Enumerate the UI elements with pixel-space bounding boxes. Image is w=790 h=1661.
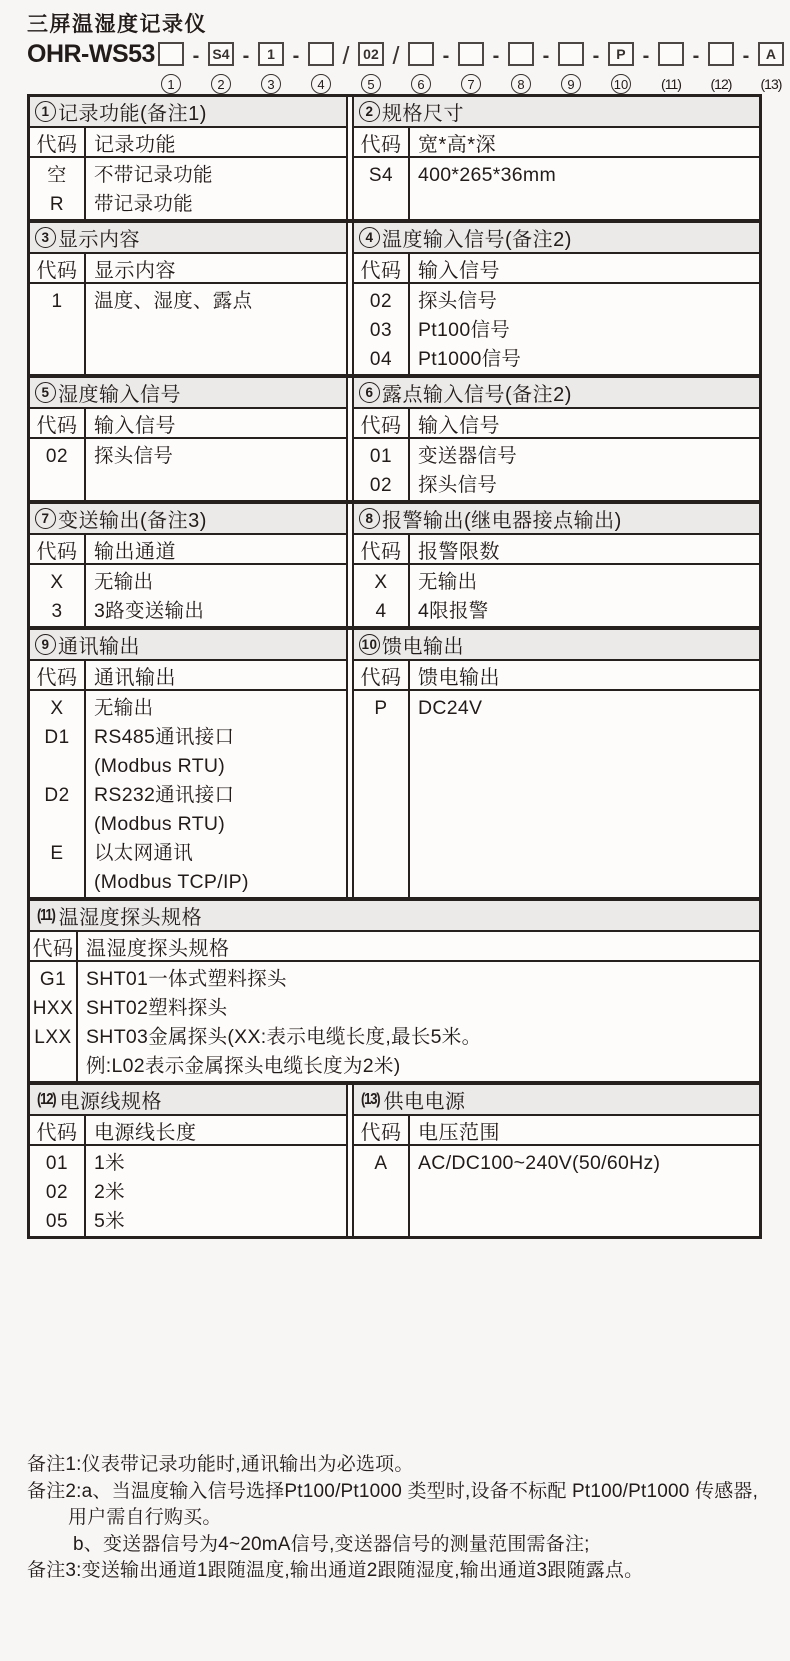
desc-cell: RS485通讯接口 xyxy=(94,726,235,748)
desc-column xyxy=(410,1146,759,1236)
separator: - xyxy=(442,44,450,67)
model-code-box: S4 xyxy=(208,42,234,66)
model-code-box xyxy=(658,42,684,66)
section-title xyxy=(30,97,346,128)
section-title xyxy=(30,901,759,932)
desc-cell: 变送器信号 xyxy=(418,445,518,467)
section-number: 1 xyxy=(35,101,56,122)
desc-cell: 带记录功能 xyxy=(94,193,194,215)
code-column-header: 代码 xyxy=(30,128,86,156)
desc-column xyxy=(78,962,759,1081)
code-column-header: 代码 xyxy=(354,128,410,156)
section-title-text: 温度输入信号(备注2) xyxy=(382,229,572,251)
separator: - xyxy=(292,44,300,67)
code-cell: 02 xyxy=(369,475,393,496)
model-code-slots xyxy=(158,39,784,100)
code-cell: 02 xyxy=(369,291,393,312)
desc-column xyxy=(410,691,759,897)
spec-section xyxy=(30,223,348,374)
model-code-box xyxy=(158,42,184,66)
section-body xyxy=(354,284,759,374)
code-column xyxy=(354,565,410,626)
model-code-slot xyxy=(158,42,184,100)
section-title xyxy=(30,378,346,409)
section-number: (11) xyxy=(36,906,55,924)
code-cell: G1 xyxy=(39,969,67,990)
desc-cell: 4限报警 xyxy=(418,600,489,622)
spec-section xyxy=(30,504,348,626)
model-code-box xyxy=(558,42,584,66)
desc-column xyxy=(410,284,759,374)
section-title-text: 记录功能(备注1) xyxy=(58,103,207,125)
model-code-box xyxy=(408,42,434,66)
spec-section xyxy=(352,97,759,219)
desc-column-header: 电压范围 xyxy=(418,1121,500,1144)
spec-section xyxy=(30,630,348,897)
separator: - xyxy=(542,44,550,67)
section-title xyxy=(354,504,759,535)
section-title xyxy=(354,1085,759,1116)
desc-cell: 3路变送输出 xyxy=(94,600,205,622)
section-title xyxy=(354,630,759,661)
desc-cell: 探头信号 xyxy=(94,445,174,467)
column-header-row xyxy=(30,535,346,565)
column-header-row xyxy=(30,409,346,439)
section-number: 9 xyxy=(35,634,56,655)
table-band xyxy=(30,97,759,223)
desc-cell: (Modbus TCP/IP) xyxy=(94,871,249,893)
section-title xyxy=(30,223,346,254)
column-header-row xyxy=(30,932,759,962)
section-body xyxy=(354,158,759,219)
code-column-header: 代码 xyxy=(354,254,410,282)
section-title-text: 规格尺寸 xyxy=(382,103,464,125)
table-band xyxy=(30,378,759,504)
column-header-row xyxy=(354,535,759,565)
code-cell: 4 xyxy=(375,601,387,622)
code-cell xyxy=(30,810,84,839)
separator: - xyxy=(692,44,700,67)
desc-column-header: 通讯输出 xyxy=(94,666,176,689)
code-column xyxy=(30,158,86,219)
footnote-2b: b、变送器信号为4~20mA信号,变送器信号的测量范围需备注; xyxy=(73,1533,590,1555)
model-code-slot xyxy=(658,42,684,100)
section-title-text: 供电电源 xyxy=(383,1091,466,1113)
code-column xyxy=(30,691,86,897)
model-name: OHR-WS53 xyxy=(27,40,155,68)
desc-cell: (Modbus RTU) xyxy=(94,755,226,777)
footnote-2a-continued: 用户需自行购买。 xyxy=(68,1507,222,1528)
separator: - xyxy=(592,44,600,67)
desc-cell: 探头信号 xyxy=(418,474,498,496)
code-cell: LXX xyxy=(34,1027,72,1048)
code-column xyxy=(30,439,86,500)
desc-cell: Pt100信号 xyxy=(418,319,511,341)
code-column xyxy=(30,962,78,1081)
code-column-header: 代码 xyxy=(354,661,410,689)
desc-column-header: 电源线长度 xyxy=(94,1121,197,1144)
slot-number: 10 xyxy=(611,74,631,94)
model-code-slot xyxy=(308,42,334,100)
desc-column-header: 输入信号 xyxy=(418,414,500,437)
code-cell: D2 xyxy=(44,785,70,806)
desc-column xyxy=(86,284,346,374)
code-cell: 02 xyxy=(45,446,69,467)
spec-section xyxy=(30,901,759,1081)
desc-column-header: 输入信号 xyxy=(94,414,176,437)
desc-column xyxy=(410,439,759,500)
section-title xyxy=(354,378,759,409)
code-column-header: 代码 xyxy=(354,409,410,437)
desc-column xyxy=(86,1146,346,1236)
desc-cell: 1米 xyxy=(94,1152,125,1174)
section-body xyxy=(30,1146,346,1236)
column-header-row xyxy=(354,409,759,439)
desc-cell: 无输出 xyxy=(94,697,154,719)
column-header-row xyxy=(30,128,346,158)
model-code-slot xyxy=(708,42,734,100)
column-header-row xyxy=(354,128,759,158)
separator: - xyxy=(742,44,750,67)
section-body xyxy=(30,439,346,500)
separator: - xyxy=(192,44,200,67)
model-code-slot xyxy=(258,42,284,100)
desc-cell: SHT03金属探头(XX:表示电缆长度,最长5米。 xyxy=(86,1026,482,1048)
footnote-3: 备注3:变送输出通道1跟随温度,输出通道2跟随湿度,输出通道3跟随露点。 xyxy=(27,1560,644,1581)
code-column-header: 代码 xyxy=(30,661,86,689)
slot-number: (12) xyxy=(710,76,732,92)
section-number: 10 xyxy=(359,634,380,655)
code-cell xyxy=(30,868,84,897)
code-column xyxy=(30,1146,86,1236)
section-body xyxy=(30,158,346,219)
desc-cell: Pt1000信号 xyxy=(418,348,522,370)
code-cell: 03 xyxy=(369,320,393,341)
code-cell: 01 xyxy=(45,1153,69,1174)
separator: - xyxy=(642,44,650,67)
section-title xyxy=(354,97,759,128)
section-title-text: 馈电输出 xyxy=(382,636,464,658)
model-code-slot xyxy=(508,42,534,100)
code-cell: 04 xyxy=(369,349,393,370)
model-code-box: 02 xyxy=(358,42,384,66)
code-column-header: 代码 xyxy=(30,254,86,282)
code-column-header: 代码 xyxy=(30,409,86,437)
code-cell: P xyxy=(374,698,388,719)
desc-column xyxy=(86,158,346,219)
desc-cell: RS232通讯接口 xyxy=(94,784,235,806)
desc-cell: 探头信号 xyxy=(418,290,498,312)
separator: - xyxy=(242,44,250,67)
spec-section xyxy=(352,1085,759,1236)
section-title xyxy=(30,630,346,661)
slot-number: 9 xyxy=(561,74,581,94)
model-code-box: 1 xyxy=(258,42,284,66)
section-number: (13) xyxy=(361,1090,380,1108)
footnotes xyxy=(27,1452,758,1585)
column-header-row xyxy=(30,661,346,691)
section-body xyxy=(30,962,759,1081)
desc-column-header: 显示内容 xyxy=(94,259,176,282)
desc-cell: 5米 xyxy=(94,1210,125,1232)
section-title-text: 温湿度探头规格 xyxy=(58,907,203,929)
section-title xyxy=(30,504,346,535)
code-cell: 1 xyxy=(51,291,63,312)
model-code-box: P xyxy=(608,42,634,66)
desc-column xyxy=(86,691,346,897)
model-code-slot xyxy=(358,42,384,100)
code-column xyxy=(354,1146,410,1236)
code-column xyxy=(354,284,410,374)
table-band xyxy=(30,630,759,901)
code-cell: X xyxy=(374,572,388,593)
desc-cell: 例:L02表示金属探头电缆长度为2米) xyxy=(86,1055,401,1077)
desc-column xyxy=(410,158,759,219)
code-cell: 空 xyxy=(47,165,67,186)
spec-section xyxy=(352,630,759,897)
desc-cell: SHT01一体式塑料探头 xyxy=(86,968,287,990)
code-cell: A xyxy=(374,1153,388,1174)
spec-section xyxy=(30,378,348,500)
desc-cell: (Modbus RTU) xyxy=(94,813,226,835)
separator: / xyxy=(342,41,350,70)
desc-column-header: 输入信号 xyxy=(418,259,500,282)
section-body xyxy=(354,1146,759,1236)
code-column-header: 代码 xyxy=(30,535,86,563)
section-title-text: 湿度输入信号 xyxy=(58,384,181,406)
column-header-row xyxy=(354,1116,759,1146)
section-number: 2 xyxy=(359,101,380,122)
code-cell: E xyxy=(50,843,64,864)
code-column xyxy=(30,565,86,626)
slot-number: 8 xyxy=(511,74,531,94)
desc-cell: 温度、湿度、露点 xyxy=(94,290,253,312)
code-cell: X xyxy=(50,698,64,719)
footnote-1: 备注1:仪表带记录功能时,通讯输出为必选项。 xyxy=(27,1454,414,1475)
section-title-text: 电源线规格 xyxy=(59,1091,162,1113)
ordering-spec-table xyxy=(27,94,762,1239)
code-cell: 01 xyxy=(369,446,393,467)
section-body xyxy=(354,565,759,626)
code-cell: 02 xyxy=(45,1182,69,1203)
section-number: 5 xyxy=(35,382,56,403)
model-code-slot xyxy=(408,42,434,100)
slot-number: 3 xyxy=(261,74,281,94)
slot-number: 7 xyxy=(461,74,481,94)
model-code-box xyxy=(508,42,534,66)
table-band xyxy=(30,901,759,1085)
slot-number: 5 xyxy=(361,74,381,94)
page-title: 三屏温湿度记录仪 xyxy=(27,13,207,36)
column-header-row xyxy=(354,661,759,691)
code-cell: HXX xyxy=(32,998,74,1019)
desc-cell: SHT02塑料探头 xyxy=(86,997,228,1019)
code-cell xyxy=(30,1052,76,1081)
model-code-box xyxy=(458,42,484,66)
code-cell xyxy=(30,752,84,781)
section-title-text: 通讯输出 xyxy=(58,636,140,658)
section-number: (12) xyxy=(37,1090,56,1108)
desc-cell: 无输出 xyxy=(418,571,478,593)
slot-number: (11) xyxy=(661,76,681,92)
section-body xyxy=(354,439,759,500)
section-number: 7 xyxy=(35,508,56,529)
code-cell: X xyxy=(50,572,64,593)
desc-column xyxy=(410,565,759,626)
desc-cell: AC/DC100~240V(50/60Hz) xyxy=(418,1152,661,1174)
slot-number: 4 xyxy=(311,74,331,94)
desc-cell: 2米 xyxy=(94,1181,125,1203)
desc-column xyxy=(86,439,346,500)
code-column xyxy=(30,284,86,374)
separator: - xyxy=(492,44,500,67)
section-title xyxy=(354,223,759,254)
section-body xyxy=(30,284,346,374)
code-column xyxy=(354,691,410,897)
section-number: 8 xyxy=(359,508,380,529)
desc-column-header: 温湿度探头规格 xyxy=(86,937,230,960)
code-cell: 05 xyxy=(45,1211,69,1232)
column-header-row xyxy=(354,254,759,284)
desc-cell: 无输出 xyxy=(94,571,154,593)
spec-section xyxy=(352,223,759,374)
section-title xyxy=(30,1085,346,1116)
spec-section xyxy=(352,378,759,500)
table-band xyxy=(30,504,759,630)
section-number: 4 xyxy=(359,227,380,248)
model-code-box xyxy=(708,42,734,66)
table-band xyxy=(30,1085,759,1236)
section-number: 6 xyxy=(359,382,380,403)
slot-number: 6 xyxy=(411,74,431,94)
code-cell: S4 xyxy=(368,165,394,186)
column-header-row xyxy=(30,1116,346,1146)
section-title-text: 报警输出(继电器接点输出) xyxy=(382,510,622,532)
model-code-slot xyxy=(458,42,484,100)
table-band xyxy=(30,223,759,378)
section-title-text: 变送输出(备注3) xyxy=(58,510,207,532)
code-column-header: 代码 xyxy=(354,535,410,563)
code-column xyxy=(354,439,410,500)
code-cell: 3 xyxy=(51,601,63,622)
section-number: 3 xyxy=(35,227,56,248)
code-cell: D1 xyxy=(44,727,70,748)
model-code-slot xyxy=(208,42,234,100)
code-column-header: 代码 xyxy=(30,932,78,960)
slot-number: (13) xyxy=(760,76,782,92)
code-cell: R xyxy=(49,194,65,215)
section-body xyxy=(30,565,346,626)
spec-section xyxy=(30,1085,348,1236)
desc-column-header: 报警限数 xyxy=(418,540,500,563)
desc-cell: 不带记录功能 xyxy=(94,164,213,186)
code-column-header: 代码 xyxy=(30,1116,86,1144)
desc-column xyxy=(86,565,346,626)
desc-column-header: 记录功能 xyxy=(94,133,176,156)
spec-section xyxy=(352,504,759,626)
desc-cell: 以太网通讯 xyxy=(94,842,194,864)
desc-cell: DC24V xyxy=(418,697,483,719)
model-code-box xyxy=(308,42,334,66)
code-column-header: 代码 xyxy=(354,1116,410,1144)
separator: / xyxy=(392,41,400,70)
section-body xyxy=(30,691,346,897)
desc-column-header: 输出通道 xyxy=(94,540,176,563)
slot-number: 2 xyxy=(211,74,231,94)
model-code-line xyxy=(27,39,784,99)
desc-column-header: 馈电输出 xyxy=(418,666,500,689)
model-code-slot xyxy=(558,42,584,100)
slot-number: 1 xyxy=(161,74,181,94)
model-code-slot xyxy=(758,42,784,100)
section-title-text: 露点输入信号(备注2) xyxy=(382,384,572,406)
section-title-text: 显示内容 xyxy=(58,229,140,251)
code-column xyxy=(354,158,410,219)
section-body xyxy=(354,691,759,897)
column-header-row xyxy=(30,254,346,284)
desc-cell: 400*265*36mm xyxy=(418,164,557,186)
desc-column-header: 宽*高*深 xyxy=(418,133,497,156)
spec-section xyxy=(30,97,348,219)
footnote-2a: 备注2:a、当温度输入信号选择Pt100/Pt1000 类型时,设备不标配 Pt100/Pt1000 传感器, xyxy=(27,1480,759,1502)
model-code-slot xyxy=(608,42,634,100)
model-code-box: A xyxy=(758,42,784,66)
